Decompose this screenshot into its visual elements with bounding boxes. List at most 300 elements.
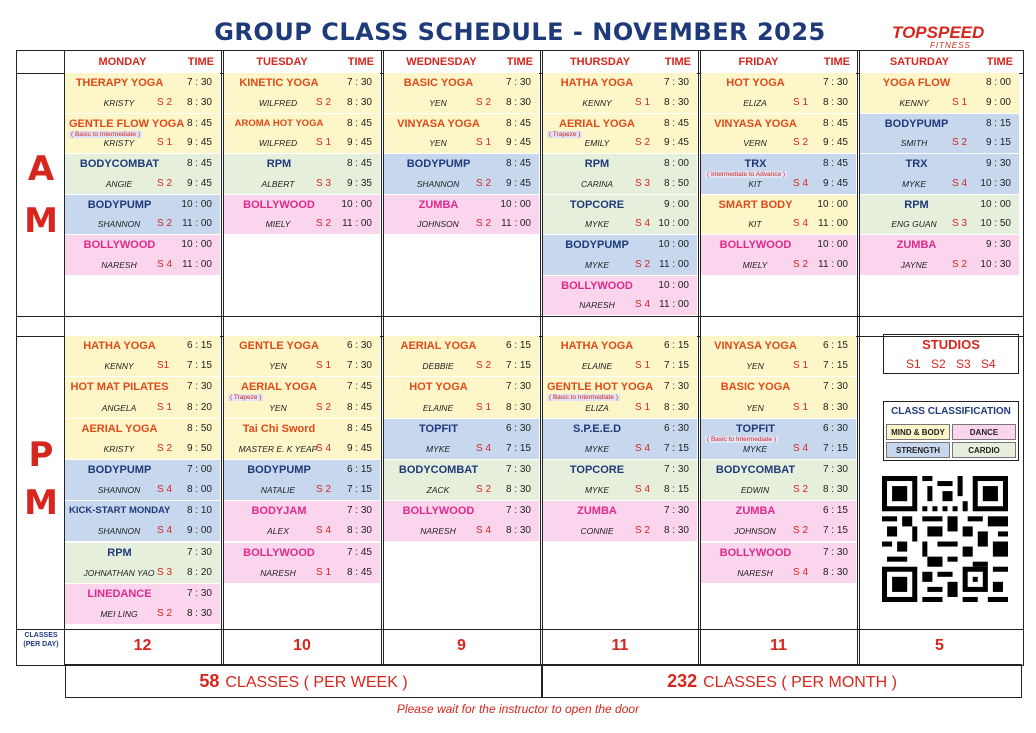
end-time: 11 : 00	[659, 258, 689, 270]
instructor-name: SHANNON	[416, 178, 460, 189]
day-name: FRIDAY	[738, 56, 779, 68]
instructor-name: MYKE	[584, 219, 610, 229]
class-name: BODYPUMP	[406, 158, 471, 170]
end-time: 7 : 15	[822, 442, 848, 454]
start-time: 7 : 30	[822, 463, 848, 475]
day-name: WEDNESDAY	[406, 56, 477, 68]
classes-count-tuesday: 10	[293, 637, 311, 654]
studio-tag: S 2	[316, 484, 332, 496]
studio-tag: S1	[157, 360, 170, 372]
footer-note: Please wait for the instructor to open the door	[396, 702, 640, 716]
qr-code[interactable]	[882, 476, 1008, 602]
class-slot[interactable]	[543, 501, 697, 542]
class-name: YOGA FLOW	[882, 77, 951, 89]
class-slot[interactable]	[701, 501, 856, 542]
studio-tag: S 4	[793, 442, 809, 454]
end-time: 10 : 00	[658, 218, 689, 229]
end-time: 7 : 15	[663, 442, 689, 454]
class-slot[interactable]	[543, 419, 697, 460]
class-name: RPM	[584, 158, 610, 170]
instructor-name: ELAINE	[581, 361, 613, 372]
studio-tag: S 2	[952, 137, 968, 148]
class-slot[interactable]	[543, 377, 697, 418]
class-name: AERIAL YOGA	[241, 381, 317, 394]
start-time: 10 : 00	[817, 239, 848, 250]
studios-legend	[883, 334, 1019, 374]
end-time: 7 : 15	[822, 360, 848, 372]
instructor-name: ENG GUAN	[891, 219, 937, 229]
class-slot[interactable]	[543, 336, 697, 377]
class-slot[interactable]	[224, 377, 380, 418]
instructor-name: KENNY	[104, 361, 134, 372]
studio-tag: S 4	[635, 299, 651, 310]
class-name: BODYPUMP	[884, 117, 949, 130]
instructor-name: MYKE	[584, 485, 610, 496]
studio-tag: S 2	[476, 484, 492, 496]
start-time: 6 : 15	[346, 463, 372, 475]
start-time: 7 : 45	[346, 381, 372, 393]
start-time: 8 : 45	[186, 158, 212, 169]
start-time: 7 : 30	[186, 587, 212, 599]
end-time: 8 : 30	[505, 484, 531, 496]
start-time: 6 : 15	[822, 340, 848, 351]
class-slot[interactable]	[224, 543, 380, 584]
class-slot[interactable]	[65, 377, 220, 418]
class-slot[interactable]	[543, 73, 697, 114]
instructor-name: JOHNATHAN YAO	[83, 567, 155, 578]
studio-tag: S 1	[635, 401, 651, 413]
class-slot[interactable]	[543, 276, 697, 317]
instructor-name: MYKE	[425, 443, 451, 454]
classes-count-friday: 11	[770, 637, 787, 654]
studio-tag: S 3	[316, 177, 332, 189]
class-name: TOPCORE	[569, 463, 625, 476]
instructor-name: SHANNON	[97, 526, 141, 537]
start-time: 7 : 30	[663, 463, 689, 475]
end-time: 9 : 45	[822, 137, 848, 148]
class-slot[interactable]	[860, 235, 1019, 276]
column-divider	[857, 51, 858, 665]
level-note: ( Intermediate to Advance )	[707, 171, 786, 178]
class-slot[interactable]	[224, 73, 380, 114]
time-header: TIME	[664, 56, 691, 68]
column-divider	[698, 51, 699, 665]
class-slot[interactable]	[543, 235, 697, 276]
end-time: 8 : 45	[346, 566, 372, 578]
studio-tag: S 1	[316, 566, 332, 578]
level-note: ( Trapeze )	[549, 130, 581, 138]
instructor-name: YEN	[746, 361, 764, 372]
studio-tag: S 2	[476, 360, 492, 372]
class-name: KINETIC YOGA	[239, 77, 319, 89]
end-time: 7 : 30	[346, 360, 372, 372]
start-time: 8 : 45	[822, 117, 848, 129]
studio-tag: S 4	[793, 218, 809, 229]
time-header: TIME	[506, 56, 533, 68]
studio-tag: S 4	[635, 218, 651, 229]
instructor-name: MIELY	[265, 219, 291, 229]
instructor-name: VERN	[743, 138, 767, 148]
class-slot[interactable]	[860, 154, 1019, 195]
classes-count-saturday: 5	[935, 637, 944, 654]
studio-tag: S 1	[793, 401, 809, 413]
class-name: VINYASA YOGA	[397, 117, 480, 130]
class-name: GENTLE FLOW YOGA	[69, 117, 185, 130]
class-slot[interactable]	[701, 73, 856, 114]
time-header: TIME	[986, 56, 1013, 68]
instructor-name: NARESH	[101, 259, 137, 270]
class-slot[interactable]	[224, 460, 380, 501]
class-name: BOLLYWOOD	[561, 279, 633, 292]
class-name: BODYPUMP	[565, 239, 629, 251]
end-time: 11 : 00	[342, 218, 372, 229]
class-slot[interactable]	[384, 501, 539, 542]
studio-tag: S 3	[157, 566, 173, 578]
instructor-name: ELIZA	[743, 97, 767, 108]
studio-tag: S 3	[635, 177, 651, 189]
start-time: 10 : 00	[658, 279, 689, 291]
instructor-name: KRISTY	[103, 443, 135, 454]
class-slot[interactable]	[701, 419, 856, 460]
am-letter-m: M	[24, 201, 58, 241]
studio-tag: S 2	[157, 96, 173, 108]
level-note: ( Basic to Intermediate )	[71, 130, 140, 138]
start-time: 8 : 45	[663, 117, 689, 129]
time-header: TIME	[823, 56, 850, 68]
end-time: 11 : 00	[659, 299, 689, 310]
pm-letter-m: M	[24, 483, 58, 523]
instructor-name: ANGIE	[105, 178, 133, 189]
studio-tag: S 4	[316, 442, 332, 454]
studio-tag: S 1	[157, 137, 173, 148]
class-slot[interactable]	[65, 235, 220, 276]
start-time: 7 : 30	[346, 505, 372, 517]
end-time: 9 : 45	[663, 137, 689, 148]
class-slot[interactable]	[701, 195, 856, 236]
instructor-name: SHANNON	[97, 219, 141, 229]
class-name: ZUMBA	[577, 505, 617, 518]
class-name: AROMA HOT YOGA	[234, 117, 324, 129]
instructor-name: KRISTY	[103, 138, 135, 148]
start-time: 9 : 00	[663, 198, 689, 210]
level-note: ( Basic to Intermediate )	[549, 394, 618, 402]
class-name: BODYCOMBAT	[79, 158, 160, 170]
instructor-name: MYKE	[901, 178, 927, 189]
class-slot[interactable]	[701, 235, 856, 276]
end-time: 9 : 45	[186, 177, 212, 189]
instructor-name: KIT	[748, 219, 762, 229]
start-time: 6 : 30	[505, 422, 531, 434]
instructor-name: NARESH	[737, 567, 773, 578]
instructor-name: SHANNON	[97, 485, 141, 496]
start-time: 10 : 00	[500, 198, 531, 210]
day-name: MONDAY	[98, 56, 147, 68]
schedule-grid	[16, 50, 1024, 666]
class-name: GENTLE HOT YOGA	[547, 381, 654, 394]
start-time: 7 : 30	[822, 381, 848, 393]
class-slot[interactable]	[860, 195, 1019, 236]
class-name: RPM	[904, 198, 929, 211]
column-divider	[540, 51, 541, 665]
legend-cardio: CARDIO	[952, 442, 1016, 458]
start-time: 9 : 30	[985, 158, 1011, 169]
start-time: 8 : 15	[985, 117, 1011, 129]
start-time: 10 : 00	[341, 198, 372, 210]
studio-tag: S 2	[476, 96, 492, 108]
class-slot[interactable]	[384, 377, 539, 418]
class-slot[interactable]	[384, 336, 539, 377]
instructor-name: MYKE	[584, 259, 610, 270]
class-slot[interactable]	[384, 419, 539, 460]
class-slot[interactable]	[224, 114, 380, 155]
logo-text: TOPSPEED	[892, 23, 985, 42]
class-name: HOT YOGA	[409, 381, 468, 394]
class-slot[interactable]	[860, 114, 1019, 155]
instructor-name: SMITH	[900, 138, 928, 148]
instructor-name: WILFRED	[258, 138, 298, 148]
legend-dance: DANCE	[952, 424, 1016, 440]
start-time: 7 : 00	[186, 463, 212, 475]
studio-tag: S 2	[316, 218, 332, 229]
end-time: 8 : 30	[822, 566, 848, 578]
instructor-name: YEN	[269, 402, 287, 413]
class-slot[interactable]	[65, 501, 220, 542]
studio-tag: S 2	[316, 96, 332, 108]
class-slot[interactable]	[65, 584, 220, 625]
class-slot[interactable]	[384, 460, 539, 501]
class-name: TOPFIT	[736, 422, 775, 435]
end-time: 8 : 30	[505, 96, 531, 108]
start-time: 8 : 45	[505, 158, 531, 169]
instructor-name: KENNY	[582, 97, 612, 108]
studio-label: S2	[931, 357, 946, 371]
page-title: GROUP CLASS SCHEDULE - NOVEMBER 2025	[214, 18, 826, 46]
studio-tag: S 4	[952, 177, 968, 189]
start-time: 7 : 30	[822, 77, 848, 88]
class-slot[interactable]	[543, 154, 697, 195]
class-name: BODYPUMP	[87, 198, 152, 211]
studio-tag: S 4	[476, 442, 492, 454]
end-time: 10 : 30	[980, 258, 1011, 270]
end-time: 8 : 30	[663, 525, 689, 537]
class-slot[interactable]	[224, 336, 380, 377]
class-name: RPM	[107, 546, 132, 559]
start-time: 6 : 15	[663, 340, 689, 351]
studio-tag: S 2	[157, 608, 173, 620]
class-name: BASIC YOGA	[720, 381, 791, 394]
instructor-name: NATALIE	[260, 485, 296, 496]
start-time: 7 : 45	[346, 546, 372, 558]
class-name: BOLLYWOOD	[243, 198, 315, 211]
end-time: 9 : 45	[505, 137, 531, 148]
class-slot[interactable]	[701, 114, 856, 155]
end-time: 8 : 30	[822, 401, 848, 413]
class-slot[interactable]	[224, 154, 380, 195]
class-slot[interactable]	[543, 460, 697, 501]
start-time: 7 : 30	[186, 77, 212, 88]
end-time: 11 : 00	[818, 258, 848, 270]
end-time: 11 : 00	[182, 218, 212, 229]
end-time: 8 : 20	[186, 401, 212, 413]
class-slot[interactable]	[384, 154, 539, 195]
studio-tag: S 1	[952, 96, 968, 108]
class-slot[interactable]	[384, 114, 539, 155]
classes-count-thursday: 11	[611, 637, 629, 654]
studio-tag: S 1	[635, 360, 651, 372]
class-name: THERAPY YOGA	[75, 77, 164, 89]
class-slot[interactable]	[860, 73, 1019, 114]
studio-tag: S 4	[476, 525, 492, 537]
class-name: BODYPUMP	[87, 463, 152, 476]
class-slot[interactable]	[65, 336, 220, 377]
class-slot[interactable]	[224, 419, 380, 460]
end-time: 8 : 50	[663, 177, 689, 189]
end-time: 11 : 00	[501, 218, 531, 229]
studio-tag: S 1	[316, 360, 332, 372]
class-slot[interactable]	[65, 195, 220, 236]
class-name: HOT MAT PILATES	[70, 381, 169, 394]
day-header-tuesday	[224, 51, 380, 73]
logo-subtext: FITNESS	[930, 41, 971, 50]
studio-tag: S 1	[157, 401, 173, 413]
class-name: BOLLYWOOD	[719, 546, 792, 559]
class-slot[interactable]	[543, 114, 697, 155]
end-time: 9 : 35	[346, 177, 372, 189]
class-slot[interactable]	[701, 336, 856, 377]
end-time: 11 : 00	[182, 258, 212, 270]
day-name: SATURDAY	[889, 56, 950, 68]
studio-tag: S 2	[476, 218, 492, 229]
instructor-name: CARINA	[580, 178, 614, 189]
studio-label: S1	[906, 357, 921, 371]
class-slot[interactable]	[543, 195, 697, 236]
class-name: LINEDANCE	[87, 587, 152, 600]
class-slot[interactable]	[65, 154, 220, 195]
class-name: BODYPUMP	[247, 463, 311, 476]
studio-tag: S 4	[157, 484, 173, 496]
month-total: 232 CLASSES ( PER MONTH )	[542, 664, 1022, 698]
instructor-name: KIT	[748, 178, 762, 189]
studio-tag: S 4	[157, 525, 173, 537]
studios-title: STUDIOS	[922, 337, 980, 352]
start-time: 7 : 30	[663, 505, 689, 517]
class-name: RPM	[266, 158, 292, 170]
studio-tag: S 1	[476, 401, 492, 413]
instructor-name: MASTER E. K YEAP	[238, 443, 318, 454]
start-time: 6 : 30	[822, 422, 848, 434]
start-time: 7 : 30	[346, 77, 372, 88]
start-time: 7 : 30	[505, 381, 531, 393]
start-time: 7 : 30	[505, 77, 531, 88]
studio-tag: S 2	[157, 442, 173, 454]
instructor-name: WILFRED	[258, 97, 298, 108]
end-time: 8 : 30	[663, 96, 689, 108]
class-slot[interactable]	[65, 73, 220, 114]
class-slot[interactable]	[384, 73, 539, 114]
studio-tag: S 4	[793, 566, 809, 578]
class-slot[interactable]	[224, 195, 380, 236]
classes-per-day-label: CLASSES (PER DAY)	[23, 632, 59, 648]
instructor-name: YEN	[429, 97, 447, 108]
end-time: 11 : 00	[818, 218, 848, 229]
class-name: GENTLE YOGA	[239, 340, 319, 352]
class-slot[interactable]	[701, 377, 856, 418]
class-name: HATHA YOGA	[560, 77, 634, 89]
instructor-name: EMILY	[584, 138, 610, 148]
class-slot[interactable]	[65, 114, 220, 155]
level-note: ( Basic to Intermediate )	[707, 435, 776, 443]
start-time: 8 : 10	[186, 505, 212, 517]
class-slot[interactable]	[65, 543, 220, 584]
end-time: 9 : 45	[346, 137, 372, 148]
day-name: THURSDAY	[569, 56, 631, 68]
instructor-name: DEBBIE	[422, 361, 454, 372]
instructor-name: EDWIN	[740, 485, 770, 496]
start-time: 8 : 45	[346, 158, 372, 169]
time-header: TIME	[347, 56, 374, 68]
start-time: 6 : 30	[346, 340, 372, 351]
start-time: 10 : 00	[817, 198, 848, 210]
instructor-name: YEN	[429, 138, 447, 148]
start-time: 7 : 30	[663, 77, 689, 88]
end-time: 10 : 30	[980, 177, 1011, 189]
start-time: 7 : 30	[505, 463, 531, 475]
class-name: BOLLYWOOD	[243, 546, 315, 559]
class-slot[interactable]	[701, 460, 856, 501]
class-slot[interactable]	[701, 154, 856, 195]
end-time: 8 : 30	[346, 525, 372, 537]
start-time: 8 : 00	[985, 77, 1011, 88]
end-time: 9 : 00	[985, 96, 1011, 108]
day-header-monday	[65, 51, 220, 73]
studio-tag: S 2	[635, 525, 651, 537]
studio-tag: S 4	[316, 525, 332, 537]
class-name: Tai Chi Sword	[242, 422, 316, 435]
class-slot[interactable]	[384, 195, 539, 236]
instructor-name: YEN	[746, 402, 764, 413]
start-time: 8 : 45	[505, 117, 531, 129]
instructor-name: KRISTY	[103, 97, 135, 108]
end-time: 7 : 15	[663, 360, 689, 372]
column-divider	[221, 51, 222, 665]
class-name: HATHA YOGA	[560, 340, 634, 352]
class-name: BODYCOMBAT	[715, 463, 796, 476]
instructor-name: ANGELA	[101, 402, 137, 413]
legend-mind-body: MIND & BODY	[886, 424, 950, 440]
start-time: 8 : 45	[822, 158, 848, 169]
class-name: S.P.E.E.D	[572, 422, 622, 435]
week-total: 58 CLASSES ( PER WEEK )	[65, 664, 542, 698]
studio-tag: S 4	[635, 484, 651, 496]
class-slot[interactable]	[65, 460, 220, 501]
classes-count-wednesday: 9	[457, 637, 466, 654]
studio-tag: S 4	[157, 258, 173, 270]
column-divider	[381, 51, 382, 665]
legend-strength: STRENGTH	[886, 442, 950, 458]
instructor-name: MYKE	[742, 443, 768, 454]
class-name: AERIAL YOGA	[81, 422, 158, 435]
end-time: 9 : 45	[346, 442, 372, 454]
class-slot[interactable]	[65, 419, 220, 460]
class-name: TRX	[905, 158, 928, 170]
instructor-name: ALBERT	[261, 178, 295, 189]
instructor-name: YEN	[269, 361, 287, 372]
instructor-name: JOHNSON	[417, 219, 459, 229]
class-slot[interactable]	[701, 543, 856, 584]
end-time: 8 : 30	[346, 96, 372, 108]
start-time: 6 : 15	[505, 340, 531, 351]
class-slot[interactable]	[224, 501, 380, 542]
